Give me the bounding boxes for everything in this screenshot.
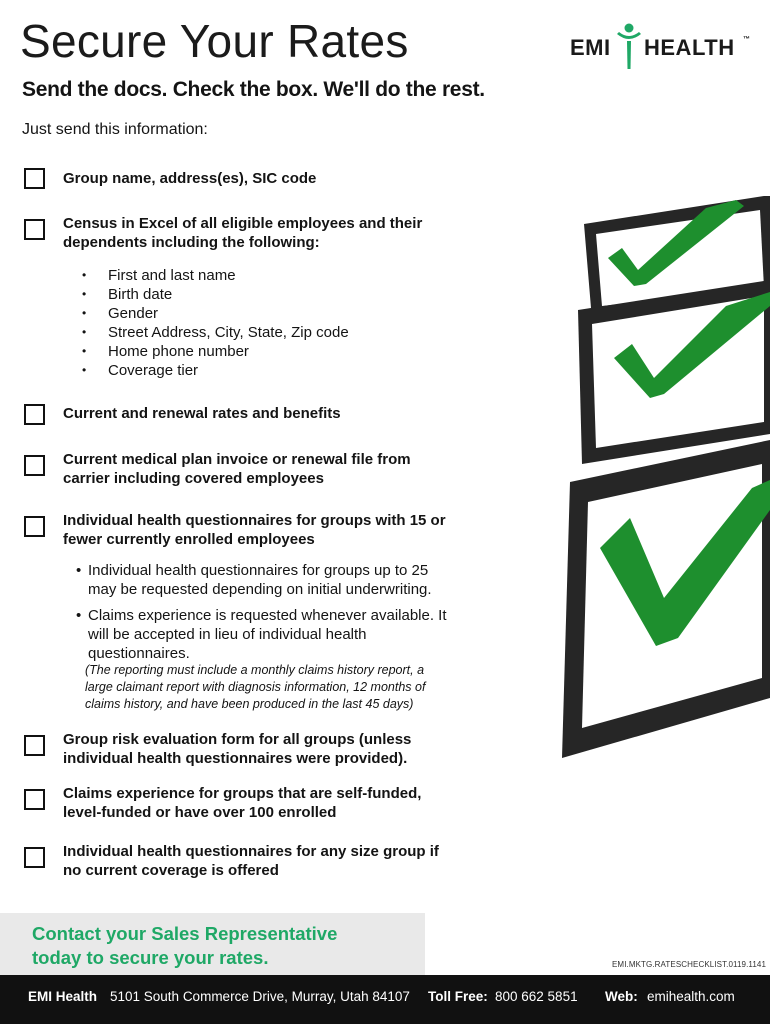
item-line: Group name, address(es), SIC code bbox=[63, 170, 317, 187]
person-figure-icon bbox=[616, 22, 642, 70]
checklist-item-no-coverage bbox=[63, 842, 439, 880]
list-item: • Home phone number bbox=[82, 342, 349, 361]
checkbox-questionnaires-15[interactable] bbox=[24, 516, 45, 537]
note-line: large claimant report with diagnosis information, 12 months of bbox=[85, 680, 426, 694]
item-line: dependents including the following: bbox=[63, 234, 320, 251]
checkmarks-illustration bbox=[556, 188, 770, 768]
item-line: carrier including covered employees bbox=[63, 470, 324, 487]
checklist-item-questionnaires-15 bbox=[63, 511, 446, 549]
census-bullet-list bbox=[82, 266, 349, 380]
checkbox-graphic-3 bbox=[562, 440, 770, 758]
checkbox-no-coverage[interactable] bbox=[24, 847, 45, 868]
item-line: level-funded or have over 100 enrolled bbox=[63, 804, 337, 821]
checklist-item-group-name bbox=[63, 169, 316, 188]
bullet-dot: • bbox=[76, 607, 82, 624]
item-line: fewer currently enrolled employees bbox=[63, 531, 315, 548]
questionnaire-note-1 bbox=[76, 561, 496, 599]
item-line: no current coverage is offered bbox=[63, 862, 279, 879]
questionnaire-note-2 bbox=[76, 606, 496, 663]
checkbox-rates-benefits[interactable] bbox=[24, 404, 45, 425]
item-line: Group risk evaluation form for all groups (unless bbox=[63, 731, 412, 748]
list-item: • Coverage tier bbox=[82, 361, 349, 380]
logo-text-emi: EMI bbox=[570, 35, 611, 60]
note-line: Individual health questionnaires for groups up to 25 bbox=[88, 562, 429, 579]
checkbox-group-name[interactable] bbox=[24, 168, 45, 189]
item-line: Current medical plan invoice or renewal file from bbox=[63, 451, 411, 468]
list-item: • Gender bbox=[82, 304, 349, 323]
note-line: Claims experience is requested whenever available. It bbox=[88, 607, 447, 624]
item-line: Individual health questionnaires for any size group if bbox=[63, 843, 439, 860]
footer-web-link[interactable]: emihealth.com bbox=[647, 989, 735, 1004]
checklist-item-census bbox=[63, 214, 422, 252]
subtitle: Send the docs. Check the box. We'll do the rest. bbox=[22, 78, 485, 101]
checkbox-medical-invoice[interactable] bbox=[24, 455, 45, 476]
footer-bar bbox=[0, 975, 770, 1024]
contact-text bbox=[32, 922, 337, 970]
item-line: Current and renewal rates and benefits bbox=[63, 405, 341, 422]
list-item: • Birth date bbox=[82, 285, 349, 304]
checklist-item-claims-experience bbox=[63, 784, 421, 822]
note-line: (The reporting must include a monthly claims history report, a bbox=[85, 663, 425, 677]
document-code: EMI.MKTG.RATESCHECKLIST.0119.1141 bbox=[612, 960, 767, 969]
checklist-item-medical-invoice bbox=[63, 450, 411, 488]
item-line: Claims experience for groups that are self-funded, bbox=[63, 785, 422, 802]
item-line: Census in Excel of all eligible employees and their bbox=[63, 215, 423, 232]
bullet-dot: • bbox=[76, 562, 82, 579]
checkbox-claims-experience[interactable] bbox=[24, 789, 45, 810]
note-line: questionnaires. bbox=[88, 645, 190, 662]
checkbox-census[interactable] bbox=[24, 219, 45, 240]
claims-reporting-note bbox=[85, 662, 505, 713]
note-line: may be requested depending on initial underwriting. bbox=[88, 581, 432, 598]
item-line: individual health questionnaires were provided). bbox=[63, 750, 408, 767]
note-line: claims history, and have been produced in the last 45 days) bbox=[85, 697, 414, 711]
contact-line: Contact your Sales Representative bbox=[32, 923, 338, 944]
checklist-item-rates-benefits bbox=[63, 404, 341, 423]
item-line: Individual health questionnaires for groups with 15 or bbox=[63, 512, 446, 529]
list-item: • Street Address, City, State, Zip code bbox=[82, 323, 349, 342]
logo-text-health: HEALTH bbox=[644, 35, 735, 60]
intro-text: Just send this information: bbox=[22, 121, 208, 138]
checkbox-graphic-2 bbox=[578, 280, 770, 464]
logo-trademark: ™ bbox=[743, 36, 750, 43]
contact-banner bbox=[0, 913, 425, 975]
emi-health-logo bbox=[568, 22, 748, 70]
footer-company: EMI Health bbox=[28, 989, 98, 1004]
note-line: will be accepted in lieu of individual health bbox=[88, 626, 367, 643]
footer-address: 5101 South Commerce Drive, Murray, Utah 84107 bbox=[110, 989, 410, 1004]
checkbox-risk-evaluation[interactable] bbox=[24, 735, 45, 756]
footer-web-label: Web: bbox=[605, 989, 638, 1004]
footer-toll-free-label: Toll Free: bbox=[428, 989, 488, 1004]
contact-line: today to secure your rates. bbox=[32, 947, 269, 968]
list-item: • First and last name bbox=[82, 266, 349, 285]
page-title: Secure Your Rates bbox=[20, 15, 409, 67]
checklist-item-risk-evaluation bbox=[63, 730, 411, 768]
footer-toll-free-number: 800 662 5851 bbox=[495, 989, 578, 1004]
